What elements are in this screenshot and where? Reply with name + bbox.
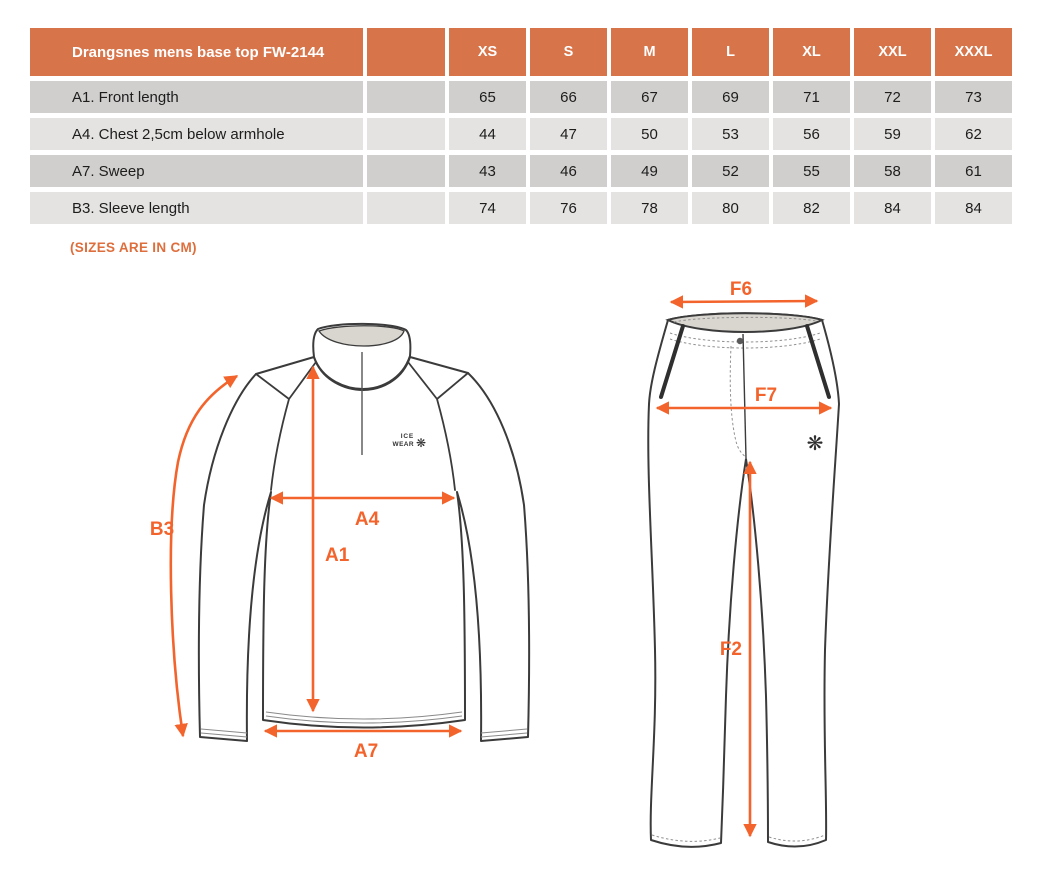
measurement-value: 67 bbox=[611, 81, 688, 113]
base-top-silhouette bbox=[199, 357, 529, 741]
measurement-value: 56 bbox=[773, 118, 850, 150]
measurement-value: 74 bbox=[449, 192, 526, 224]
size-header-s: S bbox=[530, 28, 607, 76]
measurement-value: 43 bbox=[449, 155, 526, 187]
size-header-xl: XL bbox=[773, 28, 850, 76]
measure-label-a1: A1 bbox=[325, 545, 350, 566]
measurement-value: 71 bbox=[773, 81, 850, 113]
measurement-value: 52 bbox=[692, 155, 769, 187]
measurement-value: 78 bbox=[611, 192, 688, 224]
measurement-value: 82 bbox=[773, 192, 850, 224]
size-header-xxxl: XXXL bbox=[935, 28, 1012, 76]
measurement-row-label: A1. Front length bbox=[30, 81, 363, 113]
size-header-m: M bbox=[611, 28, 688, 76]
measure-arrow-f6 bbox=[671, 301, 817, 302]
measurement-value: 47 bbox=[530, 118, 607, 150]
measurement-value: 50 bbox=[611, 118, 688, 150]
measurement-value: 59 bbox=[854, 118, 931, 150]
measurement-value: 62 bbox=[935, 118, 1012, 150]
measure-label-a4: A4 bbox=[354, 509, 380, 530]
measure-label-f2: F2 bbox=[719, 639, 742, 660]
pants-snowflake-icon: ❋ bbox=[806, 431, 824, 455]
snowflake-icon: ❋ bbox=[416, 436, 427, 450]
logo-text-line1: ICE bbox=[400, 433, 414, 440]
measurement-value: 80 bbox=[692, 192, 769, 224]
measurement-value: 76 bbox=[530, 192, 607, 224]
logo-text-line2: WEAR bbox=[392, 441, 414, 448]
measurement-row-label: B3. Sleeve length bbox=[30, 192, 363, 224]
size-header-xs: XS bbox=[449, 28, 526, 76]
measurement-value: 44 bbox=[449, 118, 526, 150]
size-header-l: L bbox=[692, 28, 769, 76]
measurement-value: 84 bbox=[854, 192, 931, 224]
base-top-drawing bbox=[150, 324, 529, 762]
measurement-value: 84 bbox=[935, 192, 1012, 224]
measurement-value: 58 bbox=[854, 155, 931, 187]
measurement-row-label: A4. Chest 2,5cm below armhole bbox=[30, 118, 363, 150]
measure-label-f6: F6 bbox=[729, 279, 753, 300]
size-header-xxl: XXL bbox=[854, 28, 931, 76]
pants-silhouette bbox=[648, 313, 839, 847]
measurement-value: 65 bbox=[449, 81, 526, 113]
measurement-value: 49 bbox=[611, 155, 688, 187]
measurement-row-label: A7. Sweep bbox=[30, 155, 363, 187]
pants-drawing bbox=[648, 279, 839, 847]
table-title: Drangsnes mens base top FW-2144 bbox=[30, 28, 363, 76]
measurement-value: 66 bbox=[530, 81, 607, 113]
measure-label-f7: F7 bbox=[754, 385, 778, 406]
measurement-value: 46 bbox=[530, 155, 607, 187]
measurement-value: 61 bbox=[935, 155, 1012, 187]
measurement-value: 69 bbox=[692, 81, 769, 113]
measurement-value: 73 bbox=[935, 81, 1012, 113]
measurement-value: 53 bbox=[692, 118, 769, 150]
measurement-value: 55 bbox=[773, 155, 850, 187]
measure-label-a7: A7 bbox=[353, 741, 379, 762]
waist-button bbox=[737, 338, 743, 344]
measurement-value: 72 bbox=[854, 81, 931, 113]
sizes-unit-note: (SIZES ARE IN CM) bbox=[70, 240, 197, 255]
measure-label-b3: B3 bbox=[149, 519, 175, 540]
